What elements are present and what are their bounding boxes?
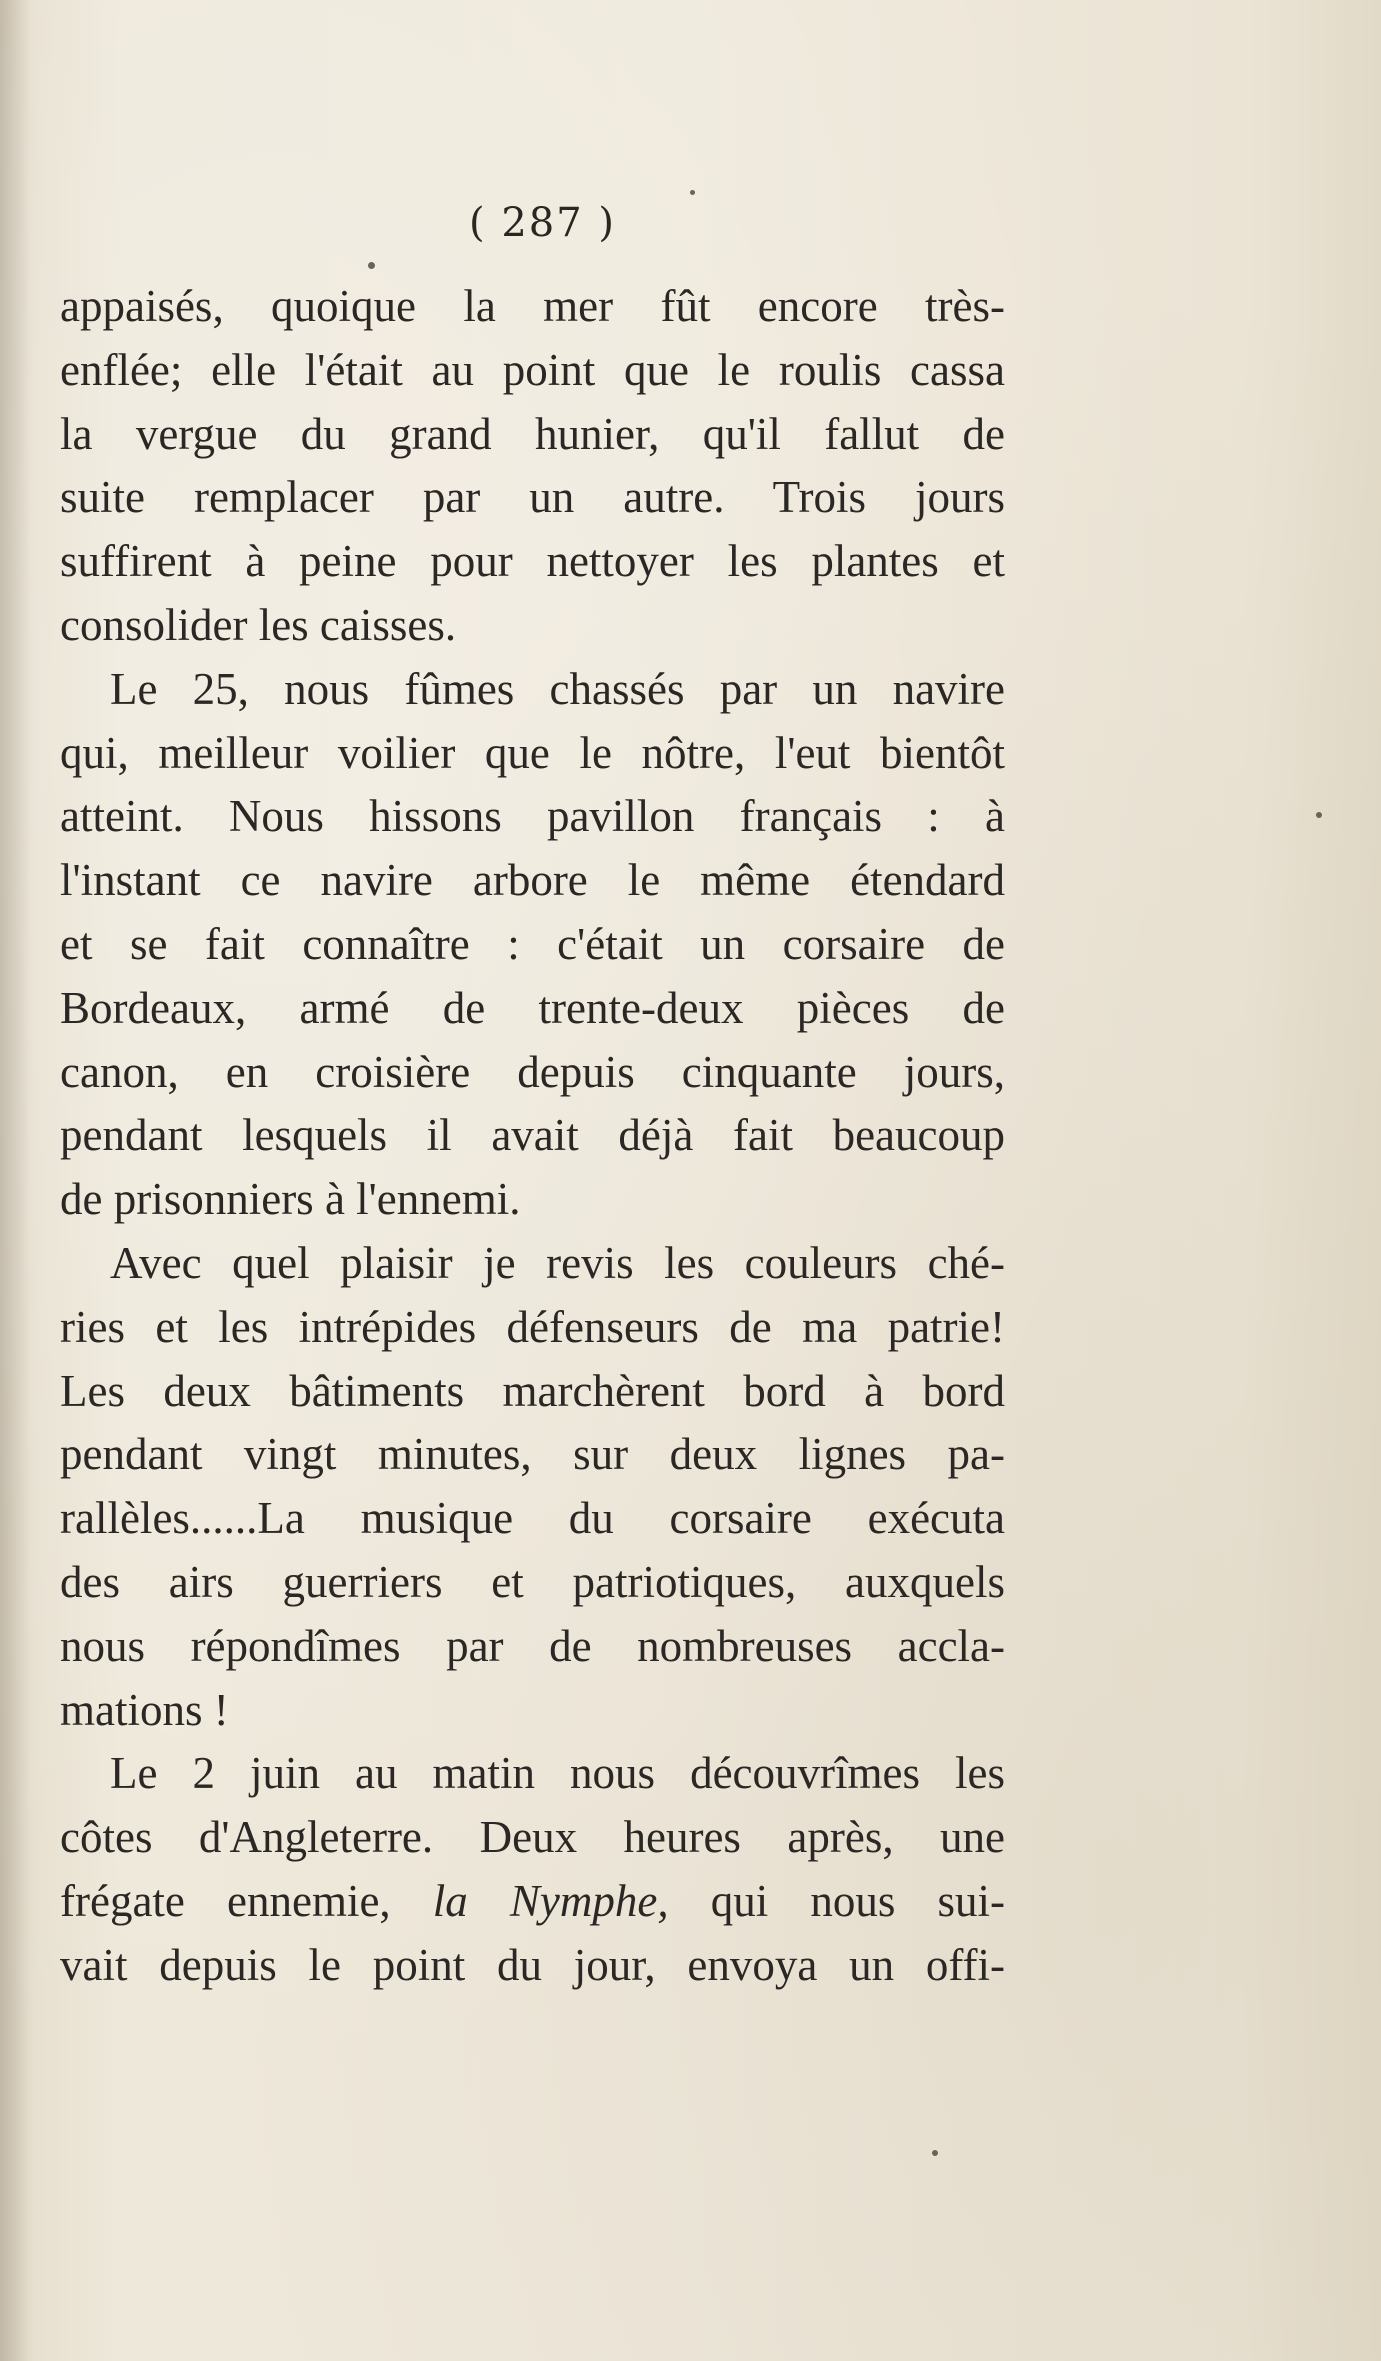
paragraph-first-line: Avec quel plaisir je revis les couleurs ché-: [110, 1237, 1005, 1288]
text-line: vait depuis le point du jour, envoya un offi-: [60, 1939, 1005, 1990]
ink-speck: [368, 262, 375, 269]
body-text: [60, 275, 1005, 1998]
text-line: suite remplacer par un autre. Trois jours: [60, 472, 1005, 523]
text-line: mations !: [60, 1684, 229, 1735]
text-span: qui nous sui-: [668, 1875, 1005, 1926]
text-line: qui, meilleur voilier que le nôtre, l'eut bientôt: [60, 727, 1005, 778]
ink-speck: [932, 2150, 938, 2156]
gutter-shadow: [0, 0, 30, 2361]
ship-name-italic: la Nymphe,: [432, 1875, 669, 1926]
text-line: ries et les intrépides défenseurs de ma patrie!: [60, 1301, 1005, 1352]
paragraph-first-line: Le 2 juin au matin nous découvrîmes les: [110, 1748, 1005, 1799]
text-line: Bordeaux, armé de trente-deux pièces de: [60, 982, 1005, 1033]
ink-speck: [690, 190, 695, 195]
text-line: rallèles......La musique du corsaire exécuta: [60, 1493, 1005, 1544]
text-line: côtes d'Angleterre. Deux heures après, une: [60, 1812, 1005, 1863]
text-line: la vergue du grand hunier, qu'il fallut de: [60, 408, 1005, 459]
text-line: pendant lesquels il avait déjà fait beaucoup: [60, 1110, 1005, 1161]
text-span: frégate ennemie,: [60, 1875, 433, 1926]
text-line: appaisés, quoique la mer fût encore très-: [60, 281, 1005, 331]
text-line: enflée; elle l'était au point que le roulis cassa: [60, 344, 1005, 395]
text-line: pendant vingt minutes, sur deux lignes pa-: [60, 1429, 1005, 1480]
text-line: Les deux bâtiments marchèrent bord à bord: [60, 1365, 1005, 1416]
page-number: ( 287 ): [469, 200, 616, 246]
text-line: suffirent à peine pour nettoyer les plantes et: [60, 536, 1005, 587]
paragraph-first-line: Le 25, nous fûmes chassés par un navire: [110, 663, 1005, 714]
text-line: canon, en croisière depuis cinquante jours,: [60, 1046, 1005, 1097]
text-line: consolider les caisses.: [60, 599, 457, 650]
text-line: [60, 1870, 1005, 1934]
text-line: nous répondîmes par de nombreuses accla-: [60, 1620, 1005, 1671]
text-line: et se fait connaître : c'était un corsaire de: [60, 918, 1005, 969]
text-line: de prisonniers à l'ennemi.: [60, 1174, 521, 1225]
text-line: l'instant ce navire arbore le même étendard: [60, 855, 1005, 906]
text-line: atteint. Nous hissons pavillon français : à: [60, 791, 1005, 842]
text-line: des airs guerriers et patriotiques, auxquels: [60, 1556, 1005, 1607]
ink-speck: [1316, 812, 1322, 818]
